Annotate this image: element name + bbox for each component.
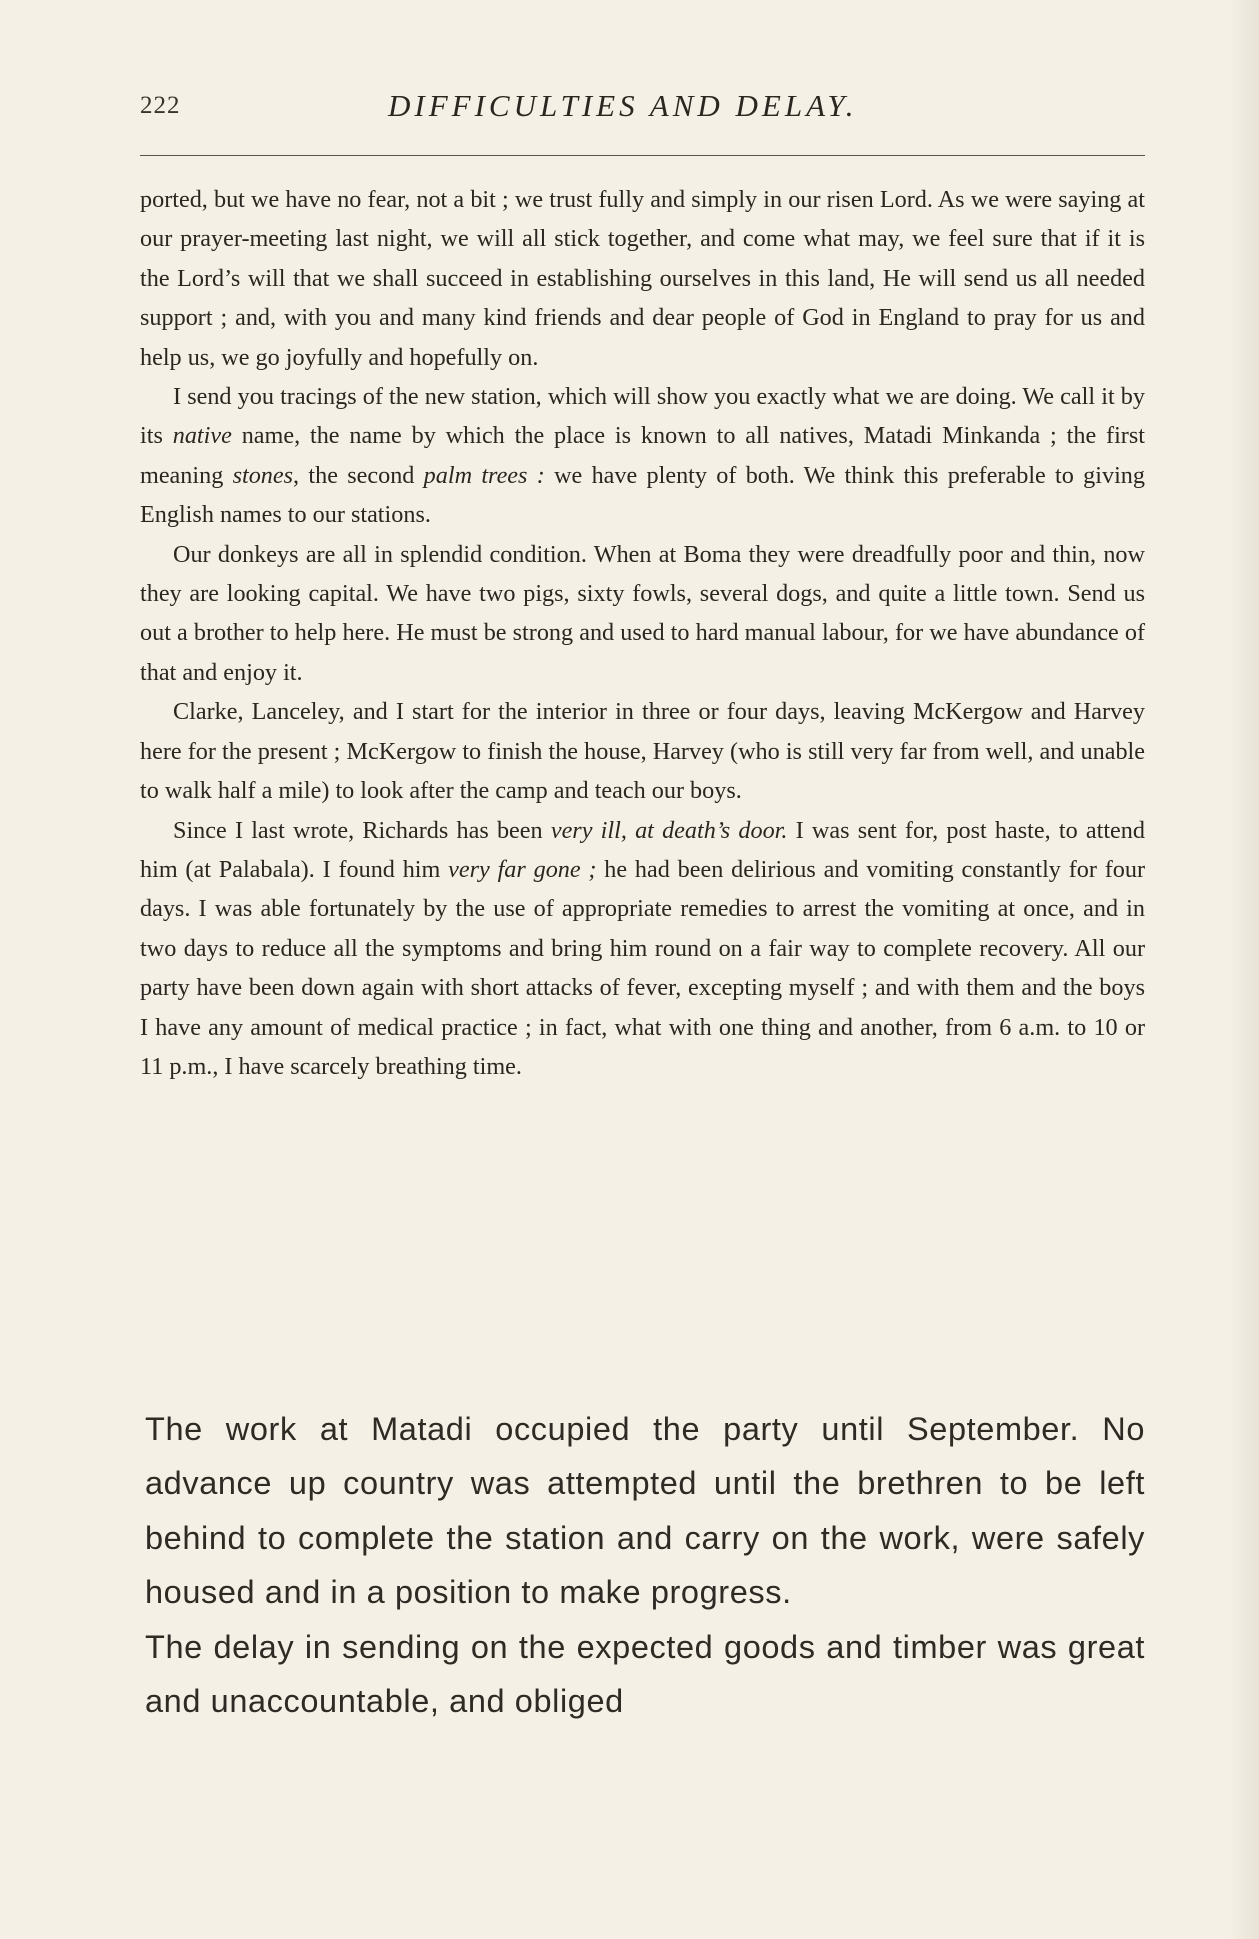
letter-p5-very-ill: very ill, at death’s door. — [550, 816, 788, 844]
letter-p2-stones: stones — [232, 461, 294, 489]
letter-p2-c: name, the name by which the place is known to all natives, Matadi Minkanda ; the first meaning — [140, 422, 1145, 489]
letter-p3-text: Our donkeys are all in splendid condition. When at Boma they were dreadfully poor and thin, now they are looking capital. We have two pigs, sixty fowls, several dogs, and quite a little town. Send us out a brother to help here. He must be strong and used to hard manual labour, for we have abundance of that and enjoy it. — [140, 540, 1145, 686]
narrative-paragraph-1: The work at Matadi occupied the party until September. No advance up country was attempted until the brethren to be left behind to complete the station and carry on the work, were safely housed and in a position to make progress. — [145, 1411, 1145, 1611]
narrative-paragraph-2: The delay in sending on the expected goods and timber was great and unaccountable, and obliged — [145, 1628, 1145, 1720]
narrative-text — [145, 1402, 1145, 1728]
letter-p5-a: Since I last wrote, Richards has been — [173, 816, 551, 844]
letter-p1-text: ported, but we have no fear, not a bit ; we trust fully and simply in our risen Lord. As we were saying at our prayer-meeting last night, we will all stick together, and come what may, we feel sure that if it is the Lord’s will that we shall succeed in establishing ourselves in this land, He will send us all needed support ; and, with you and many kind friends and dear people of God in England to pray for us and help us, we go joyfully and hopefully on. — [140, 186, 1145, 371]
letter-paragraph-5 — [140, 811, 1145, 1087]
letter-p2-native: native — [172, 422, 232, 450]
letter-p2-e: , the second — [293, 461, 424, 489]
page-number: 222 — [140, 92, 181, 119]
running-head: DIFFICULTIES AND DELAY. — [388, 88, 858, 123]
letter-paragraph-3 — [140, 535, 1145, 693]
page-header — [140, 88, 1145, 132]
page-edge-shadow — [1229, 0, 1259, 1939]
letter-paragraph-1 — [140, 180, 1145, 377]
letter-p5-e: he had been delirious and vomiting constantly for four days. I was able fortunately by the use of appropriate remedies to arrest the vomiting at once, and in two days to reduce all the symptoms and bring him round on a fair way to complete recovery. All our party have been down again with short attacks of fever, excepting myself ; and with them and the boys I have any amount of medical practice ; in fact, what with one thing and another, from 6 a.m. to 10 or 11 p.m., I have scarcely breathing time. — [140, 855, 1146, 1080]
letter-p2-g: we have plenty of both. We think this preferable to giving English names to our stations. — [140, 461, 1145, 529]
letter-p5-c: I was sent for, post haste, to attend him (at Palabala). I found him — [140, 816, 1145, 883]
letter-p4-text: Clarke, Lanceley, and I start for the interior in three or four days, leaving McKergow and Harvey here for the present ; McKergow to finish the house, Harvey (who is still very far from well, and unable to walk half a mile) to look after the camp and teach our boys. — [140, 698, 1145, 805]
letter-p2-a: I send you tracings of the new station, which will show you exactly what we are doing. We call it by its — [140, 383, 1145, 450]
letter-p5-very-far-gone: very far gone ; — [448, 855, 597, 883]
letter-paragraph-4 — [140, 692, 1145, 810]
letter-paragraph-2 — [140, 377, 1145, 535]
quoted-letter — [140, 180, 1145, 1086]
header-rule — [140, 155, 1145, 156]
letter-p2-palm-trees: palm trees : — [423, 461, 545, 489]
